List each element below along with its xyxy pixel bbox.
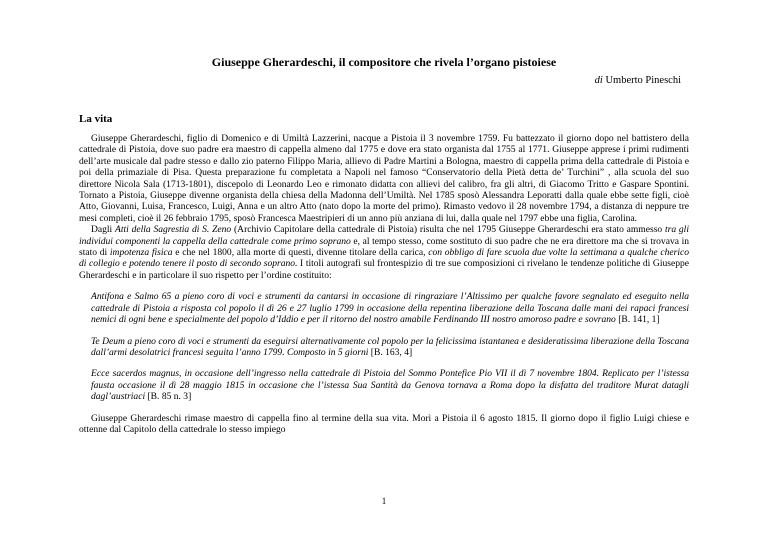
quote-text: Ecce sacerdos magnus, in occasione dell’ingresso nella cattedrale di Pistoia del Sommo Pontefice Pio VII il dì 7 novembre 1804. Replicato per l’istessa fausta occasione il dì 28 maggio 1815 in occasione che l’istessa Sua Santità da Genova tornava a Roma dopo la disfatta del traditore Murat datagli dagl’austriaci <box>91 368 689 403</box>
italic-citation: Atti della Sagrestia di S. Zeno <box>115 224 232 236</box>
italic-citation: tra gli individui componenti la cappella della cattedrale come primo soprano <box>79 224 689 247</box>
quote-reference: [B. 163, 4] <box>370 346 413 358</box>
paragraph-text: (Archivio Capitolare della cattedrale di Pistoia) risulta che nel 1795 Giuseppe Gherardeschi era stato ammesso <box>231 224 665 236</box>
italic-citation: impotenza fisica <box>109 247 173 259</box>
italic-citation: con obbligo di fare scuola due volte la settimana a qualche cherico di collegio e potendo tenere il posto di secondo soprano. <box>79 247 689 270</box>
quote-reference: [B. 141, 1] <box>618 314 660 326</box>
byline-prefix: di <box>594 75 603 86</box>
quote-reference: [B. 85 n. 3] <box>147 391 192 403</box>
quote-block <box>91 336 689 359</box>
body-text <box>79 133 689 435</box>
paragraph-conclusion: Giuseppe Gherardeschi rimase maestro di cappella fino al termine della sua vita. Morì a Pistoia il 6 agosto 1815. Il giorno dopo il figlio Luigi chiese e ottenne dal Capitolo della cattedrale lo stesso impiego <box>79 412 689 435</box>
paragraph-text: I titoli autografi sul frontespizio di tre sue composizioni ci rivelano le tendenze politiche di Giuseppe Gherardeschi e in particolare il suo rispetto per l’ordine costituito: <box>79 258 689 281</box>
paragraph-biography <box>79 133 689 224</box>
author-name: Umberto Pineschi <box>605 75 681 86</box>
paragraph-text: e che nel 1800, alla morte di questi, divenne titolare della carica, <box>172 247 429 259</box>
quote-text: Antifona e Salmo 65 a pieno coro di voci e strumenti da cantarsi in occasione di ringraziare l’Altissimo per qualche favore segnalato ed eseguito nella cattedrale di Pistoia a risposta col popolo il dì 26 e 27 luglio 1799 in occasione della repentina liberazione della Toscana dalle mani dei rapaci francesi nemici di ogni bene e specialmente del popolo d’Iddio e per il ritorno del nostro amabile Ferdinando III nostro amoroso padre e sovrano <box>91 291 689 326</box>
paragraph-atti <box>79 224 689 281</box>
quote-block <box>91 291 689 325</box>
quote-block <box>91 368 689 402</box>
quote-text: Te Deum a pieno coro di voci e strumenti da eseguirsi alternativamente col popolo per la felicissima istantanea e desideratissima liberazione della Toscana dall’armi desolatrici francesi seguita l’anno 1799. Composto in 5 giorni <box>91 335 689 358</box>
section-title: La vita <box>79 113 113 125</box>
paragraph-text: Giuseppe Gherardeschi, figlio di Domenico e di Umiltà Lazzerini, nacque a Pistoia il 3 novembre 1759. Fu battezzato il giorno dopo nel battistero della cattedrale di Pistoia, dove suo padre era maestro di cappella almeno dal 1775 e dove era stato organista dal 1755 al 1771. Giuseppe apprese i primi rudimenti dell’arte musicale dal padre stesso e dallo zio paterno Filippo Maria, allievo di Padre Martini a Bologna, maestro di cappella prima della cattedrale di Pistoia e poi della primaziale di Pisa. Questa preparazione fu completata a Napoli nel famoso “Conservatorio della Pietà detta de’ Turchini” , alla scuola del suo direttore Nicola Sala (1713-1801), discepolo di Leonardo Leo e rimonato didatta con allievi del calibro, fra gli altri, di Giacomo Tritto e Gaspare Spontini. Tornato a Pistoia, Giuseppe divenne organista della chiesa della Madonna dell’Umiltà. Nel 1785 sposò Alessandra Leporatti dalla quale ebbe sette figli, cioè Atto, Giovanni, Luisa, Francesco, Luigi, Anna e un altro Atto (nato dopo la morte del primo). Rimasto vedovo il 28 novembre 1794, a distanza di neppure tre mesi completi, cioè il 26 febbraio 1795, sposò Francesca Maestripieri di un anno più anziana di lui, dalla quale nel 1797 ebbe una figlia, Carolina. <box>79 133 689 224</box>
document-title: Giuseppe Gherardeschi, il compositore che rivela l’organo pistoiese <box>211 55 557 69</box>
paragraph-text: e, al tempo stesso, come sostituto di suo padre che ne era direttore ma che si trovava in stato di <box>79 235 689 259</box>
page-number: 1 <box>381 496 387 506</box>
paragraph-text: Dagli <box>91 224 115 236</box>
author-byline <box>595 75 681 86</box>
